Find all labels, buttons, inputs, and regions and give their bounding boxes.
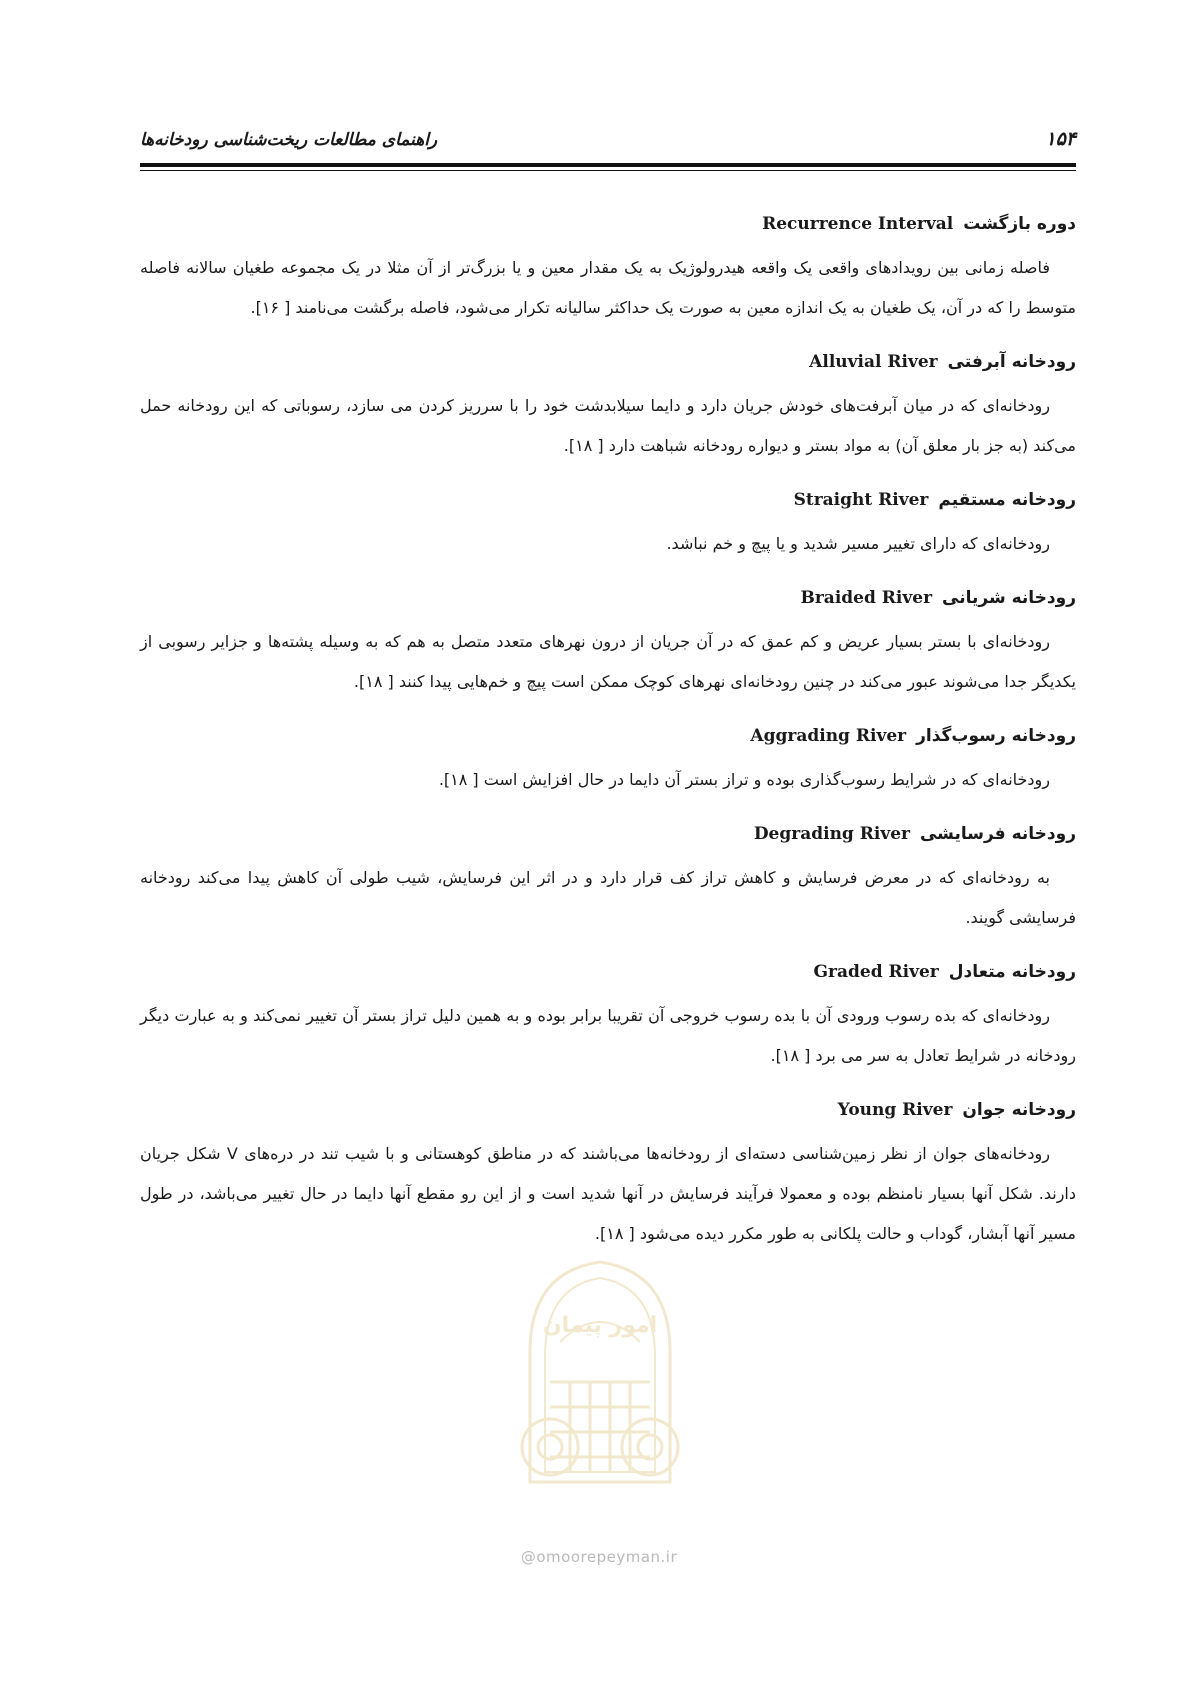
entry-heading	[140, 956, 1076, 988]
entry-heading	[140, 208, 1076, 240]
glossary-content	[140, 208, 1076, 1272]
entry-heading	[140, 818, 1076, 850]
term-persian: رودخانه شریانی	[942, 588, 1076, 608]
term-persian: رودخانه رسوب‌گذار	[916, 726, 1076, 746]
entry-heading	[140, 346, 1076, 378]
term-english: Graded River	[813, 962, 939, 982]
term-english: Degrading River	[753, 824, 910, 844]
entry-definition: رودخانه‌ای که در میان آبرفت‌های خودش جریان دارد و دایما سیلابدشت خود را با سرریز کردن می سازد، رسوباتی که این رودخانه حمل می‌کند (به جز بار معلق آن) به مواد بستر و دیواره رودخانه شباهت دارد [ ۱۸].	[140, 396, 1076, 455]
glossary-entry	[140, 484, 1076, 564]
term-english: Alluvial River	[809, 352, 938, 372]
entry-definition: رودخانه‌ای که بده رسوب ورودی آن با بده رسوب خروجی آن تقریبا برابر بوده و به همین دلیل تراز بستر آن تغییر نمی‌کند و به عبارت دیگر رودخانه در شرایط تعادل به سر می برد [ ۱۸].	[140, 1006, 1076, 1065]
term-persian: رودخانه مستقیم	[938, 490, 1076, 510]
page-number: ۱۵۴	[1045, 128, 1076, 150]
term-persian: رودخانه آبرفتی	[947, 352, 1076, 372]
header-rule-thin	[140, 170, 1076, 171]
watermark-site	[494, 1548, 704, 1566]
term-persian: دوره بازگشت	[963, 214, 1076, 234]
watermark-logo-text: امور پیمان	[542, 1313, 658, 1338]
entry-definition: رودخانه‌های جوان از نظر زمین‌شناسی دسته‌ای از رودخانه‌ها می‌باشند که در مناطق کوهستانی و با شیب تند در دره‌های V شکل جریان دارند. شکل آنها بسیار نامنظم بوده و معمولا فرآیند فرسایش در آنها شدید است و از این رو مقطع آنها دایما در حال تغییر می‌باشد، در طول مسیر آنها آبشار، گوداب و حالت پلکانی به طور مکرر دیده می‌شود [ ۱۸].	[140, 1144, 1076, 1243]
header-rule-thick	[140, 163, 1076, 167]
entry-heading	[140, 582, 1076, 614]
term-english: Aggrading River	[750, 726, 907, 746]
glossary-entry	[140, 720, 1076, 800]
entry-heading	[140, 720, 1076, 752]
entry-definition: رودخانه‌ای با بستر بسیار عریض و کم عمق که در آن جریان از درون نهرهای متعدد متصل به هم که به وسیله پشته‌ها و جزایر رسوبی از یکدیگر جدا می‌شوند عبور می‌کند در چنین رودخانه‌ای نهرهای کوچک ممکن است پیچ و خم‌هایی پیدا کنند [ ۱۸].	[140, 632, 1076, 691]
entry-definition: رودخانه‌ای که دارای تغییر مسیر شدید و یا پیچ و خم نباشد.	[666, 534, 1050, 553]
glossary-entry	[140, 818, 1076, 938]
book-title: راهنمای مطالعات ریخت‌شناسی رودخانه‌ها	[140, 130, 438, 150]
glossary-entry	[140, 208, 1076, 328]
term-persian: رودخانه فرسایشی	[919, 824, 1076, 844]
term-english: Braided River	[800, 588, 933, 608]
term-english: Young River	[837, 1100, 953, 1120]
entry-definition: فاصله زمانی بین رویدادهای واقعی یک واقعه هیدرولوژیک به یک مقدار معین و یا بزرگ‌تر از آن مثلا در یک مجموعه طغیان سالانه فاصله متوسط را که در آن، یک طغیان به یک اندازه معین به صورت یک حداکثر سالیانه تکرار می‌شود، فاصله برگشت می‌نامند [ ۱۶].	[140, 258, 1076, 317]
watermark-logo	[490, 1232, 710, 1532]
entry-heading	[140, 1094, 1076, 1126]
glossary-entry	[140, 346, 1076, 466]
watermark-at-icon: @	[520, 1548, 537, 1566]
entry-definition: به رودخانه‌ای که در معرض فرسایش و کاهش تراز کف قرار دارد و در اثر این فرسایش، شیب طولی آن کاهش پیدا می‌کند رودخانه فرسایشی گویند.	[140, 868, 1076, 927]
term-persian: رودخانه جوان	[962, 1100, 1076, 1120]
watermark-site-text: omoorepeyman.ir	[536, 1548, 678, 1566]
glossary-entry	[140, 1094, 1076, 1254]
term-english: Recurrence Interval	[762, 214, 954, 234]
glossary-entry	[140, 582, 1076, 702]
glossary-entry	[140, 956, 1076, 1076]
entry-definition: رودخانه‌ای که در شرایط رسوب‌گذاری بوده و تراز بستر آن دایما در حال افزایش است [ ۱۸].	[438, 770, 1050, 789]
term-english: Straight River	[793, 490, 929, 510]
term-persian: رودخانه متعادل	[948, 962, 1076, 982]
entry-heading	[140, 484, 1076, 516]
